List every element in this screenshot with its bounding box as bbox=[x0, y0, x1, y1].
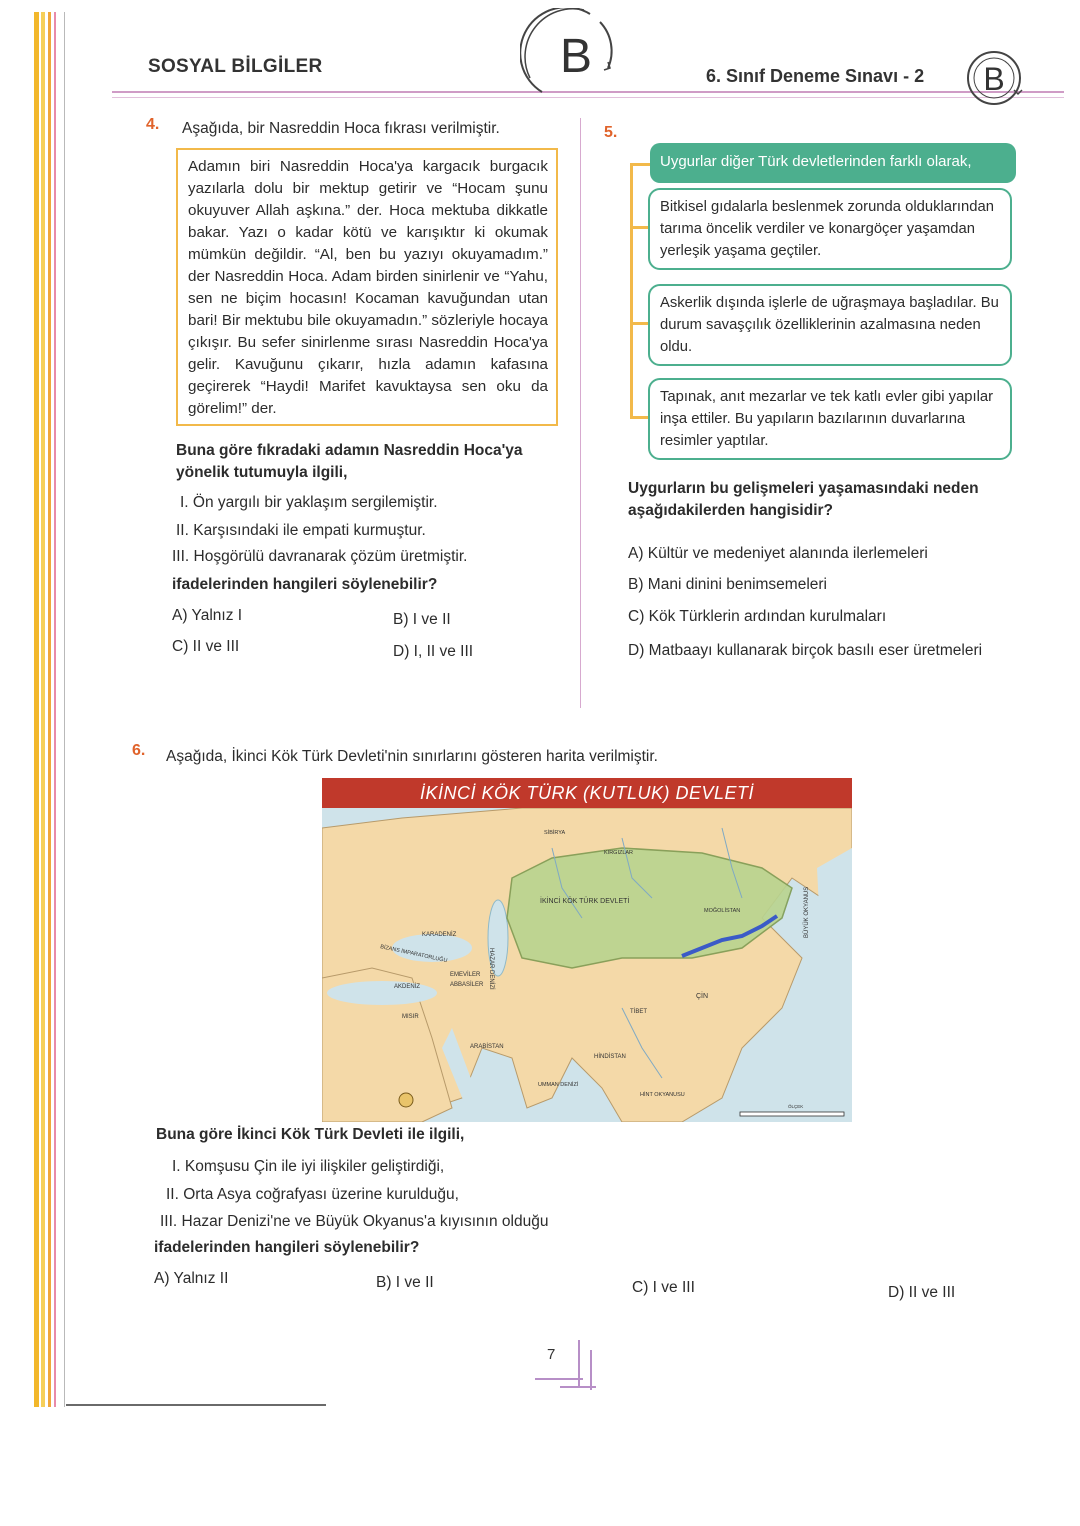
statement-3: III. Hazar Denizi'ne ve Büyük Okyanus'a kıyısının olduğu bbox=[160, 1213, 549, 1230]
margin-stripe bbox=[34, 12, 39, 1407]
margin-stripe bbox=[54, 12, 56, 1407]
page-number-decor bbox=[590, 1350, 592, 1390]
option-d[interactable]: D) Matbaayı kullanarak birçok basılı eser üretmeleri bbox=[628, 642, 983, 659]
page-number-decor bbox=[578, 1340, 580, 1388]
margin-stripe bbox=[41, 12, 45, 1407]
subject-title: SOSYAL BİLGİLER bbox=[148, 56, 323, 77]
option-b[interactable]: B) I ve II bbox=[393, 611, 451, 628]
page-number-decor bbox=[535, 1378, 583, 1380]
question-stem: Buna göre İkinci Kök Türk Devleti ile ilgili, bbox=[156, 1126, 465, 1143]
option-c[interactable]: C) II ve III bbox=[172, 638, 240, 655]
question-stem: Buna göre fıkradaki adamın Nasreddin Hoca'ya yönelik tutumuyla ilgili, bbox=[176, 442, 523, 481]
question-intro: Aşağıda, bir Nasreddin Hoca fıkrası verilmiştir. bbox=[182, 120, 500, 137]
margin-stripe bbox=[48, 12, 51, 1407]
map-label-hazar: HAZAR DENİZİ bbox=[488, 948, 494, 990]
booklet-letter: B bbox=[559, 30, 593, 83]
question-intro: Aşağıda, İkinci Kök Türk Devleti'nin sınırlarını gösteren harita verilmiştir. bbox=[166, 748, 658, 765]
anecdote-box: Adamın biri Nasreddin Hoca'ya kargacık burgacık yazılarla dolu bir mektup getirir ve “Hocam şunu okuyuver Allah aşkına.” der. Hoca mektuba dikkatle bakar. Yazı o kadar kötü ve karışıktır ki okumak mümkün değildir. “Al, ben bu yazıyı okuyamadım.” der Nasreddin Hoca. Adam birden sinirlenir ve “Yahu, sen ne biçim hocasın! Kocaman kavuğundan utan bari! Bir mektubu bile okuyamadın.” sözleriyle hocaya çıkışır. Bu sefer sinirlenme sırası Nasreddin Hoca'ya gelir. Kavuğunu çıkarır, hızla adamın kafasına geçirerek “Haydi! Marifet kavuktaysa sen oku da görelim!” der. bbox=[176, 148, 558, 426]
option-a[interactable]: A) Kültür ve medeniyet alanında ilerlemeleri bbox=[628, 545, 928, 562]
map-label-mogolistan: MOĞOLİSTAN bbox=[704, 908, 741, 914]
question-number: 4. bbox=[146, 116, 160, 133]
map-label-karadeniz: KARADENİZ bbox=[422, 932, 457, 938]
map-label-buyuk: BÜYÜK OKYANUS bbox=[804, 886, 810, 938]
map-label-tibet: TİBET bbox=[630, 1009, 648, 1015]
map-label-bizans: BİZANS İMPARATORLUĞU bbox=[379, 944, 448, 965]
option-c[interactable]: C) I ve III bbox=[632, 1279, 695, 1296]
bracket-line bbox=[630, 163, 633, 419]
map-label-emeviler: EMEVİLER bbox=[450, 972, 481, 978]
column-divider bbox=[580, 118, 581, 708]
booklet-badge-small-icon bbox=[962, 46, 1032, 112]
page-number: 7 bbox=[547, 1346, 556, 1363]
question-number: 6. bbox=[132, 742, 146, 759]
option-b[interactable]: B) I ve II bbox=[376, 1274, 434, 1291]
option-d[interactable]: D) I, II ve III bbox=[393, 643, 474, 660]
bracket-line bbox=[630, 163, 652, 166]
map-label-cin: ÇİN bbox=[696, 993, 709, 1000]
exam-title: 6. Sınıf Deneme Sınavı - 2 bbox=[706, 66, 925, 86]
statement-2: II. Karşısındaki ile empati kurmuştur. bbox=[176, 522, 426, 539]
option-d[interactable]: D) II ve III bbox=[888, 1284, 956, 1301]
map-label-hint: HİNT OKYANUSU bbox=[640, 1092, 685, 1098]
info-box: Tapınak, anıt mezarlar ve tek katlı evler gibi yapılar inşa ettiler. Bu yapıların bazılarının duvarlarına resimler yaptılar. bbox=[648, 378, 1012, 460]
booklet-badge-icon bbox=[520, 8, 630, 98]
scale-bar bbox=[740, 1112, 844, 1116]
statement-2: II. Orta Asya coğrafyası üzerine kurulduğu, bbox=[166, 1186, 459, 1203]
map-title: İKİNCİ KÖK TÜRK (KUTLUK) DEVLETİ bbox=[322, 778, 852, 808]
map-label-umman: UMMAN DENİZİ bbox=[538, 1082, 579, 1088]
question-text: Uygurların bu gelişmeleri yaşamasındaki neden aşağıdakilerden hangisidir? bbox=[628, 480, 979, 519]
historical-map bbox=[322, 778, 852, 1122]
compass-icon bbox=[399, 1093, 413, 1107]
uygur-header: Uygurlar diğer Türk devletlerinden farklı olarak, bbox=[650, 143, 1016, 183]
option-a[interactable]: A) Yalnız I bbox=[172, 607, 243, 624]
statement-1: I. Ön yargılı bir yaklaşım sergilemiştir. bbox=[180, 494, 438, 511]
bracket-line bbox=[630, 416, 650, 419]
map-label-akdeniz: AKDENİZ bbox=[394, 984, 421, 990]
margin-line bbox=[64, 12, 65, 1407]
booklet-letter-small: B bbox=[983, 61, 1005, 97]
map-label-arabistan: ARABİSTAN bbox=[470, 1044, 504, 1050]
bracket-line bbox=[630, 226, 650, 229]
map-label-kirgizlar: KIRGIZLAR bbox=[604, 850, 634, 856]
statement-1: I. Komşusu Çin ile iyi ilişkiler geliştirdiği, bbox=[172, 1158, 445, 1175]
info-box: Bitkisel gıdalarla beslenmek zorunda olduklarından tarıma öncelik verdiler ve konargöçer yaşamdan yerleşik yaşama geçtiler. bbox=[648, 188, 1012, 270]
question-number: 5. bbox=[604, 124, 618, 141]
statement-3: III. Hoşgörülü davranarak çözüm üretmiştir. bbox=[172, 548, 468, 565]
bracket-line bbox=[630, 322, 650, 325]
map-label-scale: ÖLÇEK bbox=[788, 1104, 804, 1109]
map-label-misir: MISIR bbox=[402, 1014, 419, 1020]
map-label-abbasiler: ABBASİLER bbox=[450, 982, 484, 988]
option-a[interactable]: A) Yalnız II bbox=[154, 1270, 229, 1287]
question-text: ifadelerinden hangileri söylenebilir? bbox=[154, 1239, 420, 1256]
option-c[interactable]: C) Kök Türklerin ardından kurulmaları bbox=[628, 608, 887, 625]
option-b[interactable]: B) Mani dinini benimsemeleri bbox=[628, 576, 827, 593]
info-box: Askerlik dışında işlerle de uğraşmaya başladılar. Bu durum savaşçılık özelliklerinin azalmasına neden oldu. bbox=[648, 284, 1012, 366]
map-label-sibirya: SİBİRYA bbox=[544, 830, 566, 836]
map-label-state: İKİNCİ KÖK TÜRK DEVLETİ bbox=[540, 898, 630, 905]
question-text: ifadelerinden hangileri söylenebilir? bbox=[172, 576, 438, 593]
bottom-rule bbox=[66, 1404, 326, 1406]
map-label-hindistan: HİNDİSTAN bbox=[594, 1054, 626, 1060]
map-image bbox=[322, 808, 852, 1122]
